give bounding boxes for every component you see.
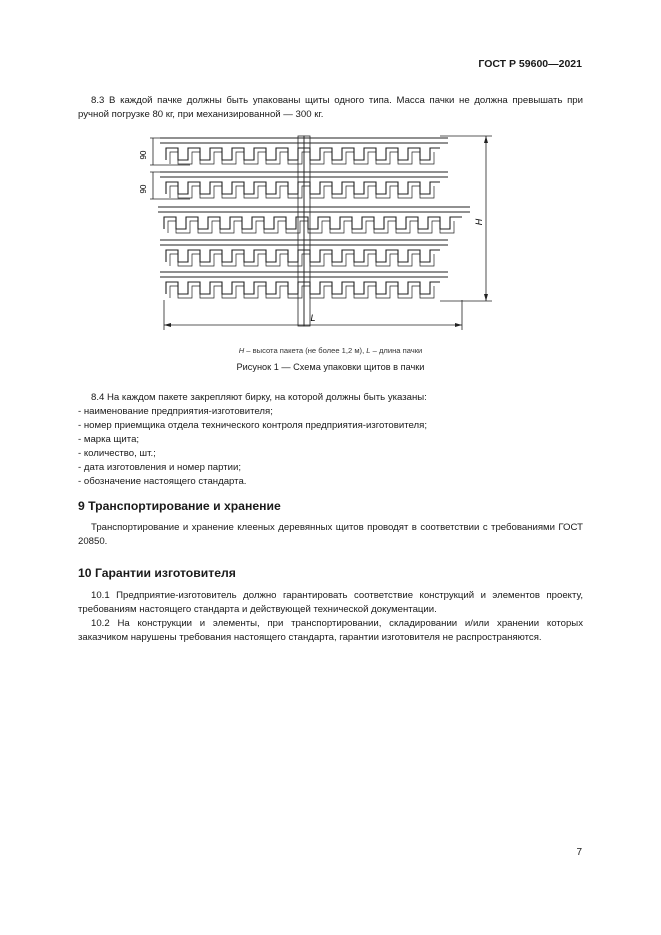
- paragraph-10-2: 10.2 На конструкции и элементы, при транспортировании, складировании и/или хранении которых заказчиком нарушены требования настоящего стандарта, гарантии изготовителя не распространяются.: [78, 618, 583, 643]
- board-plank: [158, 207, 470, 212]
- legend-L: L: [366, 346, 371, 355]
- tie-strap-right: [304, 136, 310, 326]
- list-item: - наименование предприятия-изготовителя;: [78, 406, 273, 417]
- board-profile: [166, 148, 440, 160]
- list-item: - дата изготовления и номер партии;: [78, 462, 242, 473]
- board-profile: [166, 250, 440, 262]
- dim-H-label: H: [474, 218, 484, 226]
- board-profile: [166, 282, 440, 294]
- paragraph-8-3: 8.3 В каждой пачке должны быть упакованы щиты одного типа. Масса пачки не должна превышать при ручной погрузке 80 кг, при механизированной — 300 кг.: [78, 95, 583, 120]
- list-item: - количество, шт.;: [78, 448, 156, 459]
- board-profile-inner: [168, 221, 454, 233]
- list-item: - марка щита;: [78, 434, 140, 445]
- tie-strap-left: [298, 136, 304, 326]
- board-profile: [164, 217, 462, 229]
- legend-L-desc: – длина пачки: [370, 346, 423, 355]
- legend-H: H: [238, 346, 245, 355]
- page-number: 7: [576, 847, 582, 858]
- dim-L-label: L: [310, 313, 316, 323]
- paragraph-10-1: 10.1 Предприятие-изготовитель должно гарантировать соответствие конструкций и элементов проекту, требованиям настоящего стандарта и действующей технической документации.: [78, 590, 583, 615]
- list-item: - номер приемщика отдела технического контроля предприятия-изготовителя;: [78, 420, 427, 431]
- section-10-title: 10 Гарантии изготовителя: [78, 566, 236, 580]
- board-profile: [166, 182, 440, 194]
- section-9-title: 9 Транспортирование и хранение: [78, 499, 281, 513]
- dim-90-bottom: 90: [139, 184, 148, 194]
- packing-scheme-figure: [0, 0, 661, 340]
- dim-90-top: 90: [139, 150, 148, 160]
- section-9-text: Транспортирование и хранение клееных деревянных щитов проводят в соответствии с требованиями ГОСТ 20850.: [78, 522, 583, 547]
- figure-caption: Рисунок 1 — Схема упаковки щитов в пачки: [236, 362, 425, 372]
- document-header: ГОСТ Р 59600—2021: [478, 58, 582, 70]
- legend-H-desc: – высота пакета (не более 1,2 м),: [244, 346, 367, 355]
- figure-legend: [0, 346, 661, 355]
- list-item: - обозначение настоящего стандарта.: [78, 476, 247, 487]
- paragraph-8-4-intro: 8.4 На каждом пакете закрепляют бирку, на которой должны быть указаны:: [91, 392, 427, 403]
